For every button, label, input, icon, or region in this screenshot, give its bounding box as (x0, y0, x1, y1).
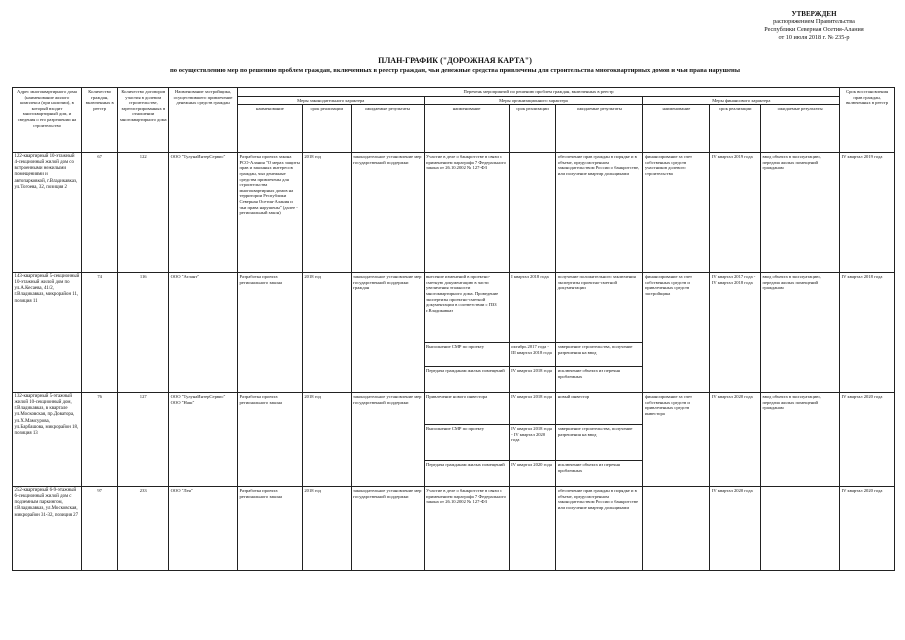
deadline-cell: IV квартал 2018 года (840, 273, 895, 393)
org-result-cell: завершение строительства, получение разрешения на ввод (556, 425, 643, 461)
legal-term-cell: 2018 год (302, 487, 351, 571)
org-result-cell: новый инвестор (556, 393, 643, 425)
legal-name-cell: Разработка проекта регионального закона (238, 487, 303, 571)
legal-name-cell: Разработка проекта закона РСО-Алания "О мерах защиты прав и законных интересов граждан, чьи денежные средства привлечены для строительства многоквартирных домов на территории Республики Северная Осетия-Алания и чьи права нарушены" (далее - региональный закон) (238, 153, 303, 273)
document-subtitle: по осуществлению мер по решению проблем граждан, включенных в реестр граждан, чьи денежные средства привлечены для строительства многоквартирных домов и чьи права нарушены (169, 67, 740, 74)
header-address: Адрес многоквартирного дома (наименование жилого комплекса (при наличии), в который входит многоквартирный дом, и сведения о его разрешении на строительство (13, 88, 82, 153)
fin-name-cell (643, 487, 710, 571)
org-result-cell: получение положительного заключения экспертизы проектно-сметной документации (556, 273, 643, 343)
header-term: срок реализации (302, 105, 351, 153)
address-cell: 122-квартирный 10-этажный 4-секционный жилой дом со встроенными нежилыми помещениями и автопарковкой, г.Владикавказ, ул.Тогоева, 32, позиция 2 (13, 153, 82, 273)
legal-name-cell: Разработка проекта регионального закона (238, 273, 303, 393)
header-result: ожидаемые результаты (761, 105, 840, 153)
citizens-cell: 67 (81, 153, 117, 273)
header-legal: Меры законодательного характера (238, 96, 425, 105)
org-name-cell: внесение изменений в проектно-сметную документацию в части увеличения этажности многоквартирного дома. Проведение экспертизы проектно-сметной документации в соответствии с ПЗЗ г.Владикавказ (424, 273, 509, 343)
org-term-cell (509, 153, 556, 273)
org-term-cell: I квартал 2018 года (509, 273, 556, 343)
org-term-cell (509, 487, 556, 571)
fin-term-cell: IV квартал 2019 года (710, 153, 761, 273)
header-deadline: Срок восстановления прав граждан, включенных в реестр (840, 88, 895, 153)
legal-result-cell: законодательное установление мер государственной поддержки граждан (351, 273, 424, 393)
header-term: срок реализации (710, 105, 761, 153)
contracts-cell: 233 (118, 487, 169, 571)
legal-result-cell: законодательное установление мер государственной поддержки (351, 153, 424, 273)
fin-term-cell: IV квартал 2017 года - IV квартал 2018 года (710, 273, 761, 393)
fin-term-cell: IV квартал 2020 года (710, 393, 761, 487)
org-result-cell: завершение строительства, получение разрешения на ввод (556, 343, 643, 367)
citizens-cell: 76 (81, 393, 117, 487)
legal-term-cell: 2018 год (302, 153, 351, 273)
table-row (13, 153, 895, 273)
header-org: Меры организационного характера (424, 96, 643, 105)
contracts-cell: 116 (118, 273, 169, 393)
fin-name-cell: финансирование за счет собственных средств участников долевого строительства (643, 153, 710, 273)
fin-name-cell: финансирование за счет собственных средств и привлеченных средств инвестора (643, 393, 710, 487)
org-name-cell: Передача гражданам жилых помещений (424, 367, 509, 393)
plan-table (12, 87, 895, 571)
org-result-cell: обеспечение прав граждан в порядке и в объеме, предусмотренном законодательством России о банкротстве или получение квартир дольщиками (556, 487, 643, 571)
header-developer: Наименование застройщика, осуществившего привлечение денежных средств граждан (169, 88, 238, 153)
header-name: наименование (238, 105, 303, 153)
header-term: срок реализации (509, 105, 556, 153)
developer-cell: ООО "ТулунаИнтерСервис" ООО "Наш" (169, 393, 238, 487)
org-result-cell: обеспечение прав граждан в порядке и в объеме, предусмотренном законодательством России о банкротстве, или получение квартир дольщиками (556, 153, 643, 273)
fin-result-cell (761, 487, 840, 571)
fin-result-cell: ввод объекта в эксплуатацию, передача жилых помещений гражданам (761, 393, 840, 487)
address-cell: 252-квартирный 6-9-этажный 6-секционный жилой дом с подземным паркингом, г.Владикавказ, ул.Московская, микрорайон 31-32, позиция 27 (13, 487, 82, 571)
document-heading (30, 56, 880, 76)
developer-cell: ООО "Атлант" (169, 273, 238, 393)
legal-result-cell: законодательное установление мер государственной поддержки (351, 393, 424, 487)
header-contracts: Количество договоров участия в долевом строительстве, зарегистрированных в отношении многоквартирного дома (118, 88, 169, 153)
legal-term-cell: 2018 год (302, 273, 351, 393)
legal-term-cell: 2018 год (302, 393, 351, 487)
org-term-cell: IV квартал 2020 года (509, 461, 556, 487)
table-row (13, 393, 895, 425)
header-result: ожидаемые результаты (351, 105, 424, 153)
approval-line: распоряжением Правительства (773, 18, 855, 25)
approval-line: Республики Северная Осетия-Алания (764, 26, 864, 33)
fin-name-cell: финансирование за счет собственных средств и привлеченных средств застройщика (643, 273, 710, 393)
header-name: наименование (424, 105, 509, 153)
approval-stamp (730, 10, 898, 42)
deadline-cell: IV квартал 2020 года (840, 393, 895, 487)
org-result-cell: исключение объекта из перечня проблемных (556, 367, 643, 393)
deadline-cell: IV квартал 2019 года (840, 153, 895, 273)
legal-result-cell: законодательное установление мер государственной поддержки (351, 487, 424, 571)
org-name-cell: Участие в деле о банкротстве в связи с применением параграфа 7 Федерального закона от 26.10.2002 № 127-ФЗ (424, 487, 509, 571)
address-cell: 132-квартирный 5-этажный жилой 10-секционный дом, г.Владикавказ, в квартале ул.Московская, пр.Доватора, ул.Х.Мамсурова, ул.Барбашова, микрорайон 18, позиция 13 (13, 393, 82, 487)
org-name-cell: Выполнение СМР по проекту (424, 343, 509, 367)
approval-title: УТВЕРЖДЕН (791, 10, 837, 18)
header-name: наименование (643, 105, 710, 153)
header-measures: Перечень мероприятий по решению проблем граждан, включенных в реестр (238, 88, 840, 97)
developer-cell: ООО "Лея" (169, 487, 238, 571)
contracts-cell: 127 (118, 393, 169, 487)
table-row (13, 273, 895, 343)
org-result-cell: исключение объекта из перечня проблемных (556, 461, 643, 487)
header-citizens: Количество граждан, включенных в реестр (81, 88, 117, 153)
legal-name-cell: Разработка проекта регионального закона (238, 393, 303, 487)
contracts-cell: 122 (118, 153, 169, 273)
citizens-cell: 74 (81, 273, 117, 393)
org-name-cell: Привлечение нового инвестора (424, 393, 509, 425)
citizens-cell: 97 (81, 487, 117, 571)
org-term-cell: IV квартал 2018 года - IV квартал 2020 года (509, 425, 556, 461)
org-term-cell: IV квартал 2018 года (509, 393, 556, 425)
org-name-cell: Участие в деле о банкротстве в связи с применением параграфа 7 Федерального закона от 26.10.2002 № 127-ФЗ (424, 153, 509, 273)
org-name-cell: Передача гражданам жилых помещений (424, 461, 509, 487)
org-term-cell: IV квартал 2018 года (509, 367, 556, 393)
deadline-cell: IV квартал 2020 года (840, 487, 895, 571)
approval-line: от 10 июля 2018 г. № 235-р (778, 34, 850, 41)
header-result: ожидаемые результаты (556, 105, 643, 153)
address-cell: 143-квартирный 5-секционный 10-этажный жилой дом по ул.А.Кесаева, 41/2, г.Владикавказ, микрорайон 11, позиция 11 (13, 273, 82, 393)
fin-result-cell: ввод объекта в эксплуатацию, передача жилых помещений гражданам (761, 153, 840, 273)
table-row (13, 487, 895, 571)
developer-cell: ООО "ТулунаИнтерСервис" (169, 153, 238, 273)
document-title: ПЛАН-ГРАФИК ("ДОРОЖНАЯ КАРТА") (378, 56, 532, 65)
fin-term-cell: IV квартал 2020 года (710, 487, 761, 571)
fin-result-cell: ввод объекта в эксплуатацию, передача жилых помещений гражданам (761, 273, 840, 393)
org-name-cell: Выполнение СМР по проекту (424, 425, 509, 461)
org-term-cell: октябрь 2017 года - III квартал 2018 года (509, 343, 556, 367)
header-fin: Меры финансового характера (643, 96, 840, 105)
